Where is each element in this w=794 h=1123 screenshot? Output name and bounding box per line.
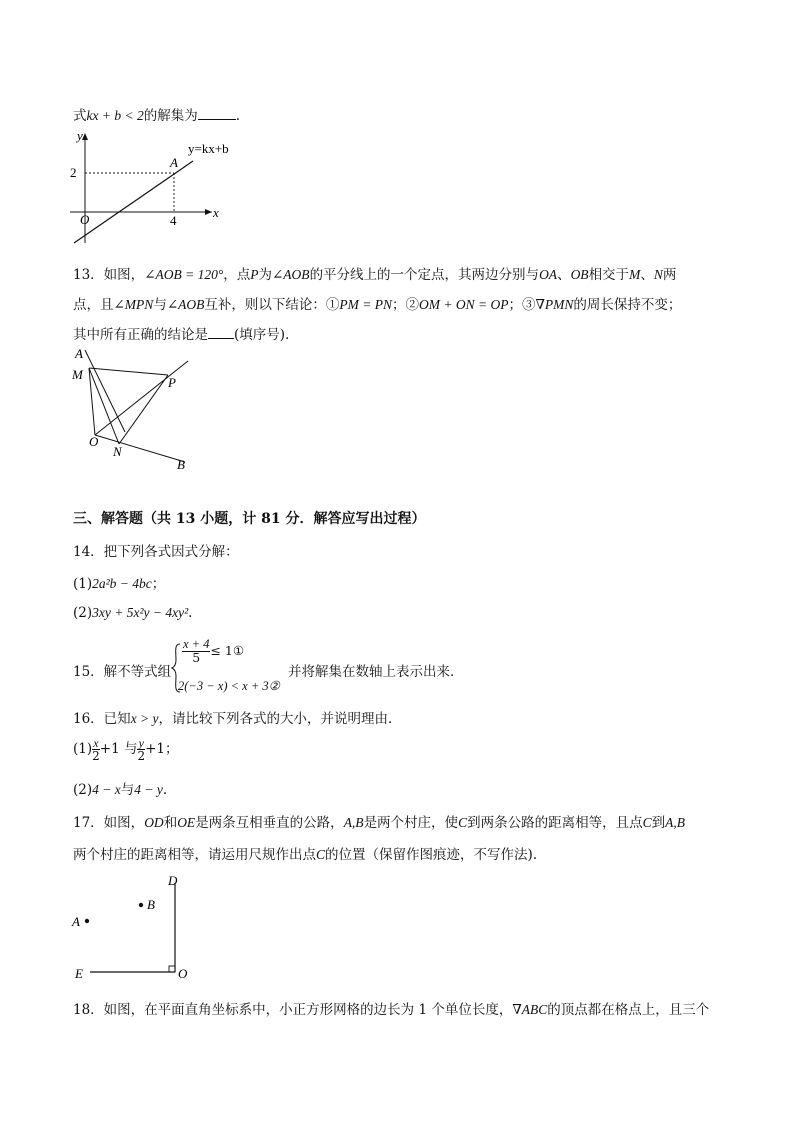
- label-b: B: [147, 897, 155, 912]
- q15-stem: 15．解不等式组: [73, 664, 172, 680]
- section-heading: 三、解答题（共 13 小题，计 81 分．解答应写出过程）: [73, 511, 426, 527]
- label-o: O: [89, 434, 99, 449]
- label-a: A: [75, 346, 83, 361]
- q13-line1: 13．如图，∠AOB = 120°，点P为∠AOB的平分线上的一个定点，其两边分别与OA、OB相交于M、N两: [73, 267, 677, 283]
- ray-ob: [95, 435, 185, 462]
- answer-blank[interactable]: [198, 119, 236, 120]
- line-equation-label: y=kx+b: [188, 141, 229, 156]
- q17-line2: 两个村庄的距离相等，请运用尺规作出点C的位置（保留作图痕迹，不写作法).: [73, 847, 538, 863]
- q14-part1: (1)2a²b − 4bc；: [73, 576, 166, 592]
- label-b: B: [177, 457, 185, 472]
- fraction: $\frac{x + 4}{5}$: [183, 637, 210, 665]
- q18-line1: 18．如图，在平面直角坐标系中，小正方形网格的边长为 1 个单位长度，∇ABC的顶点都在格点上，且三个: [73, 1002, 710, 1018]
- label-e: E: [75, 966, 83, 981]
- q17-line1: 17．如图，OD和OE是两条互相垂直的公路，A,B是两个村庄，使C到两条公路的距离相等，且点C到A,B: [73, 815, 685, 831]
- label-m: M: [72, 367, 83, 382]
- fig12-graph: [60, 125, 240, 250]
- origin-label: O: [80, 212, 90, 227]
- fraction-y-over-2: $\frac{y}{2}$: [137, 736, 146, 763]
- village-b-dot: [139, 903, 143, 907]
- q14-part2: (2)3xy + 5x²y − 4xy².: [73, 605, 193, 621]
- fig17-roads: [65, 868, 205, 983]
- fraction-x-over-2: $\frac{x}{2}$: [92, 736, 100, 763]
- label-a: A: [72, 914, 80, 929]
- label-o: O: [178, 966, 188, 981]
- x-axis-arrow: [205, 209, 212, 215]
- q16-stem: 16．已知x > y，请比较下列各式的大小，并说明理由．: [73, 711, 402, 727]
- label-n: N: [113, 444, 122, 459]
- label-d: D: [168, 873, 178, 888]
- segment-mn: [89, 368, 119, 444]
- q16-part2: (2)4 − x与4 − y.: [73, 782, 168, 798]
- point-a-label: A: [170, 155, 178, 170]
- answer-blank[interactable]: [208, 338, 234, 339]
- y-tick-label: 2: [70, 165, 77, 180]
- x-tick-label: 4: [170, 213, 177, 228]
- q12-inequality: kx + b < 2: [86, 108, 144, 123]
- y-axis-label: y: [77, 128, 83, 143]
- x-axis-label: x: [213, 205, 219, 220]
- q12-line: 式kx + b < 2的解集为 .: [73, 108, 241, 124]
- segment-pm: [89, 368, 168, 375]
- label-p: P: [168, 375, 176, 390]
- y-axis-arrow: [82, 133, 88, 140]
- q15-ineq1: $\frac{x + 4}{5}$ ≤ 1①: [183, 637, 245, 665]
- q16-part1: (1) $\frac{x}{2}$ +1 与 $\frac{y}{2}$ +1；: [73, 736, 179, 763]
- q13-line2: 点，且∠MPN与∠AOB互补，则以下结论：①PM = PN；②OM + ON = OP；③∇PMN的周长保持不变；: [73, 297, 682, 313]
- village-a-dot: [85, 919, 89, 923]
- segment-mo: [89, 368, 95, 435]
- q15-tail: 并将解集在数轴上表示出来．: [288, 664, 464, 680]
- right-angle-mark: [169, 966, 175, 972]
- fig13-geometry: [65, 345, 205, 475]
- q13-line3: 其中所有正确的结论是 (填序号).: [73, 327, 290, 343]
- q15-ineq2: 2(−3 − x) < x + 3②: [178, 679, 280, 693]
- q14-stem: 14．把下列各式因式分解：: [73, 544, 239, 560]
